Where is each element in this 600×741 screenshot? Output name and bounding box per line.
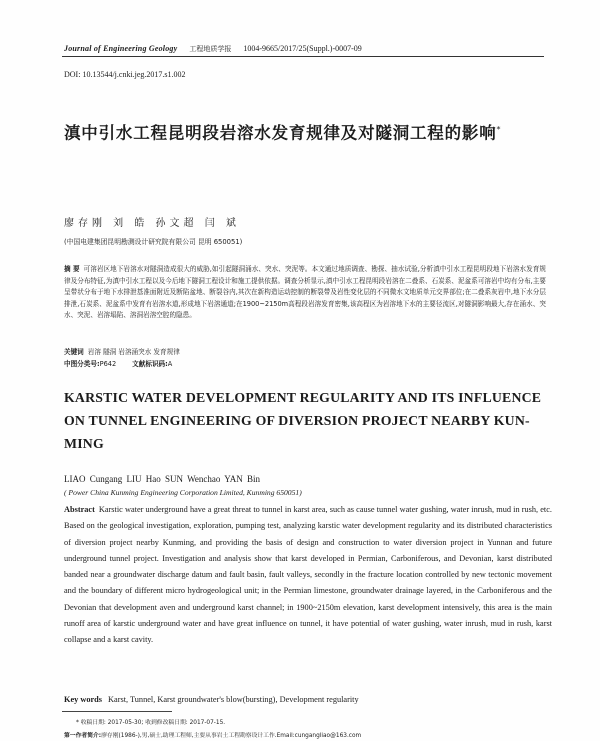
chinese-keywords xyxy=(64,346,546,356)
journal-name: Journal of Engineering Geology xyxy=(64,44,178,53)
english-title: KARSTIC WATER DEVELOPMENT REGULARITY AND ITS INFLUENCE ON TUNNEL ENGINEERING OF DIVERSION PROJECT NEARBY KUN-MING xyxy=(64,390,542,451)
chinese-abstract-label: 摘 要 xyxy=(64,265,80,273)
chinese-title-text: 滇中引水工程昆明段岩溶水发育规律及对隧洞工程的影响 xyxy=(64,123,497,143)
footnote-rule xyxy=(62,711,172,712)
author-bio-text: 廖存刚(1986-),男,硕士,助理工程师,主要从事岩土工程勘察设计工作.Email:cungangliao@163.com xyxy=(101,733,362,739)
english-authors: LIAO Cungang LIU Hao SUN Wenchao YAN Bin xyxy=(64,474,260,484)
doc-code-value: A xyxy=(167,360,173,368)
chinese-affiliation: (中国电建集团昆明勘测设计研究院有限公司 昆明 650051) xyxy=(64,238,243,246)
chinese-abstract-text: 可溶岩区地下岩溶水对隧洞造成很大的威胁,如引起隧洞涌水、突水、突泥等。本文通过地质调查、勘探、抽水试验,分析滇中引水工程昆明段地下岩溶水发育规律及分布特征,为滇中引水工程以及今后地下隧洞工程设计和施工提供依据。调查分析显示,滇中引水工程昆明段岩溶在二叠系、石炭系、泥盆系可溶岩中均有分布,主要呈带状分布于地下水排泄基准面附近及断陷盆地、断裂谷内,其次在新构造运动控制的断裂带及岩性变化层的不同微水文地质单元交界部位;在二叠系灰岩中,地下水分层排泄,石炭系、泥盆系中发育有岩溶水道,形成地下岩溶通道;在1900~2150m高程段岩溶发育密集,该高程区为岩溶地下水的主要径流区,对隧洞影响最大,存在涌水、突水、突泥、岩溶塌陷、溶洞岩溶空腔的隐患。 xyxy=(64,265,546,320)
author-bio-label: 第一作者简介: xyxy=(64,733,102,739)
english-keywords xyxy=(64,695,552,704)
english-keywords-text: Karst, Tunnel, Karst groundwater's blow(bursting), Development regularity xyxy=(108,695,359,704)
chinese-title xyxy=(64,118,564,146)
chinese-authors: 廖存刚 刘 皓 孙文超 闫 斌 xyxy=(64,218,240,229)
doi[interactable]: DOI: 10.13544/j.cnki.jeg.2017.s1.002 xyxy=(64,70,186,79)
class-number-value: P642 xyxy=(99,360,117,368)
english-affiliation: ( Power China Kunming Engineering Corporation Limited, Kunming 650051) xyxy=(64,488,302,497)
running-header xyxy=(64,44,544,54)
english-abstract xyxy=(64,502,552,649)
journal-name-cn: 工程地质学报 xyxy=(189,45,232,53)
header-rule xyxy=(62,56,544,57)
issn-line: 1004-9665/2017/25(Suppl.)-0007-09 xyxy=(243,44,362,53)
received-date-footnote: * 收稿日期: 2017-05-30; 收到修改稿日期: 2017-07-15. xyxy=(76,720,226,726)
doc-code-label: 文献标识码: xyxy=(132,360,168,368)
english-keywords-label: Key words xyxy=(64,695,103,704)
title-footnote-mark[interactable]: * xyxy=(496,125,502,134)
author-bio-footnote xyxy=(64,730,544,739)
english-abstract-text: Karstic water underground have a great threat to tunnel in karst area, such as cause tunnel water gushing, water inrush, mud in rush, etc. Based on the geological investigation, exploration, pumping test, analyzing karstic water development regularity and its distributed characteristics of diversion project nearby Kunming, and providing the basis of design and construction to water diversion project in Yunnan and future underground tunnel project. Investigation and analysis show that karst developed in Permian, Carboniferous, and Devonian, karst distributed banded near a groundwater discharge datum and fault basin, fault valleys, secondly in the fracture location controlled by new tectonic movement and the boundary of different micro hydrogeological unit; in the Permian limestone, groundwater drainage layered, in the Carboniferous and the Devonian that development aven and underground karst channel; in 1900~2150m elevation, karst development intensively, this area is the main runoff area of karstic underground water and have great influence on tunnel, it have potential of water gushing, water inrush, mud in rush, karst collapse and a karst cavity. xyxy=(64,505,552,645)
chinese-keywords-label: 关键词 xyxy=(64,348,84,356)
english-abstract-label: Abstract xyxy=(64,505,95,514)
classification-line xyxy=(64,358,172,368)
chinese-keywords-text: 岩溶 隧洞 岩溶涌突水 发育规律 xyxy=(87,348,180,356)
chinese-abstract xyxy=(64,264,546,322)
class-number-label: 中图分类号: xyxy=(64,360,100,368)
